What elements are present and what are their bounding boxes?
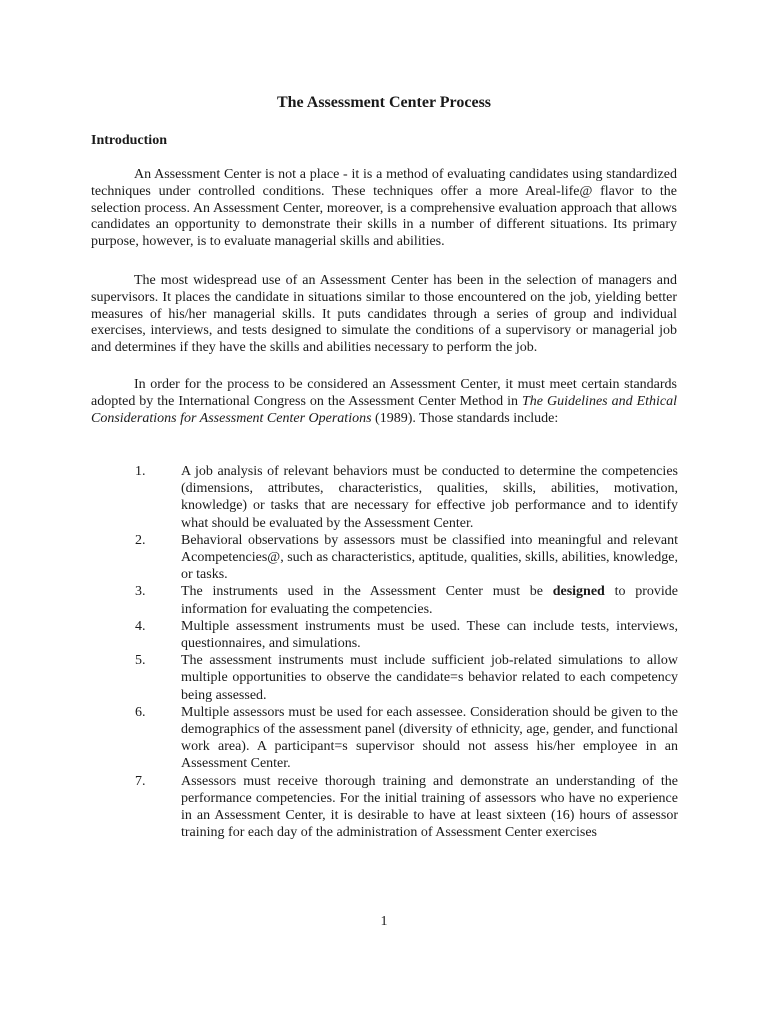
list-item	[91, 583, 681, 617]
list-item-number: 1.	[135, 464, 146, 479]
list-item-text: Multiple assessors must be used for each assessee. Consideration should be given to the demographics of the assessment panel (diversity of ethnicity, age, gender, and functional work area). A participant=s supervisor should not assess his/her employee in an Assessment Center.	[181, 704, 678, 772]
list-item	[91, 773, 681, 842]
list-item	[91, 618, 681, 652]
list-item-number: 3.	[135, 584, 146, 600]
list-item-text	[181, 583, 678, 617]
list-item	[91, 652, 681, 704]
paragraph-standards-tail: (1989). Those standards include:	[371, 410, 559, 426]
list-item-text: Assessors must receive thorough training and demonstrate an understanding of the performance competencies. For the initial training of assessors who have no experience in an Assessment Center, it is desirable to have at least sixteen (16) hours of assessor training for each day of the administration of Assessment Center exercises	[181, 773, 678, 841]
page-number: 1	[380, 914, 388, 929]
list-item	[91, 463, 681, 532]
list-item-text: The assessment instruments must include sufficient job-related simulations to allow multiple opportunities to observe the candidate=s behavior related to each competency being assessed.	[181, 653, 678, 703]
paragraph-intro: An Assessment Center is not a place - it is a method of evaluating candidates using standardized techniques under controlled conditions. These techniques offer a more Areal-life@ flavor to the selection process. An Assessment Center, moreover, is a comprehensive evaluation approach that allows candidates an opportunity to demonstrate their skills in a number of different situations. Its primary purpose, however, is to evaluate managerial skills and abilities.	[91, 167, 677, 250]
standards-list	[91, 463, 681, 841]
list-item-text: Multiple assessment instruments must be used. These can include tests, interviews, questionnaires, and simulations.	[181, 618, 678, 652]
paragraph-usage: The most widespread use of an Assessment Center has been in the selection of managers and supervisors. It places the candidate in situations similar to those encountered on the job, yielding better measures of his/her managerial skills. It puts candidates through a series of group and individual exercises, interviews, and tests designed to simulate the conditions of a supervisory or managerial job and determines if they have the skills and abilities necessary to perform the job.	[91, 273, 677, 356]
list-item	[91, 704, 681, 773]
list-item-number: 2.	[135, 532, 146, 548]
list-item-text-start: The instruments used in the Assessment Center must be	[181, 584, 553, 600]
guidelines-title: The Guidelines and Ethical Considerations for Assessment Center Operations	[91, 393, 677, 426]
page-title: The Assessment Center Process	[276, 94, 492, 111]
list-item	[91, 532, 681, 584]
paragraph-standards	[91, 377, 677, 427]
emphasis-designed: designed	[552, 584, 605, 600]
list-item-text: Behavioral observations by assessors must be classified into meaningful and relevant Acompetencies@, such as characteristics, aptitude, qualities, skills, abilities, knowledge, or tasks.	[181, 532, 678, 583]
list-item-number: 7.	[135, 773, 146, 789]
list-item-text-end: to provide information for evaluating the competencies.	[181, 584, 679, 617]
list-item-number: 4.	[135, 618, 146, 634]
list-item-number: 6.	[135, 704, 146, 720]
paragraph-standards-text: In order for the process to be considered an Assessment Center, it must meet certain standards adopted by the International Congress on the Assessment Center Method in	[91, 377, 677, 409]
list-item-number: 5.	[135, 653, 146, 669]
list-item-text: A job analysis of relevant behaviors must be conducted to determine the competencies (dimensions, attributes, characteristics, qualities, skills, abilities, motivation, knowledge) or tasks that are necessary for effective job performance and to identify what should be evaluated by the Assessment Center.	[181, 464, 678, 531]
section-heading: Introduction	[91, 133, 167, 148]
